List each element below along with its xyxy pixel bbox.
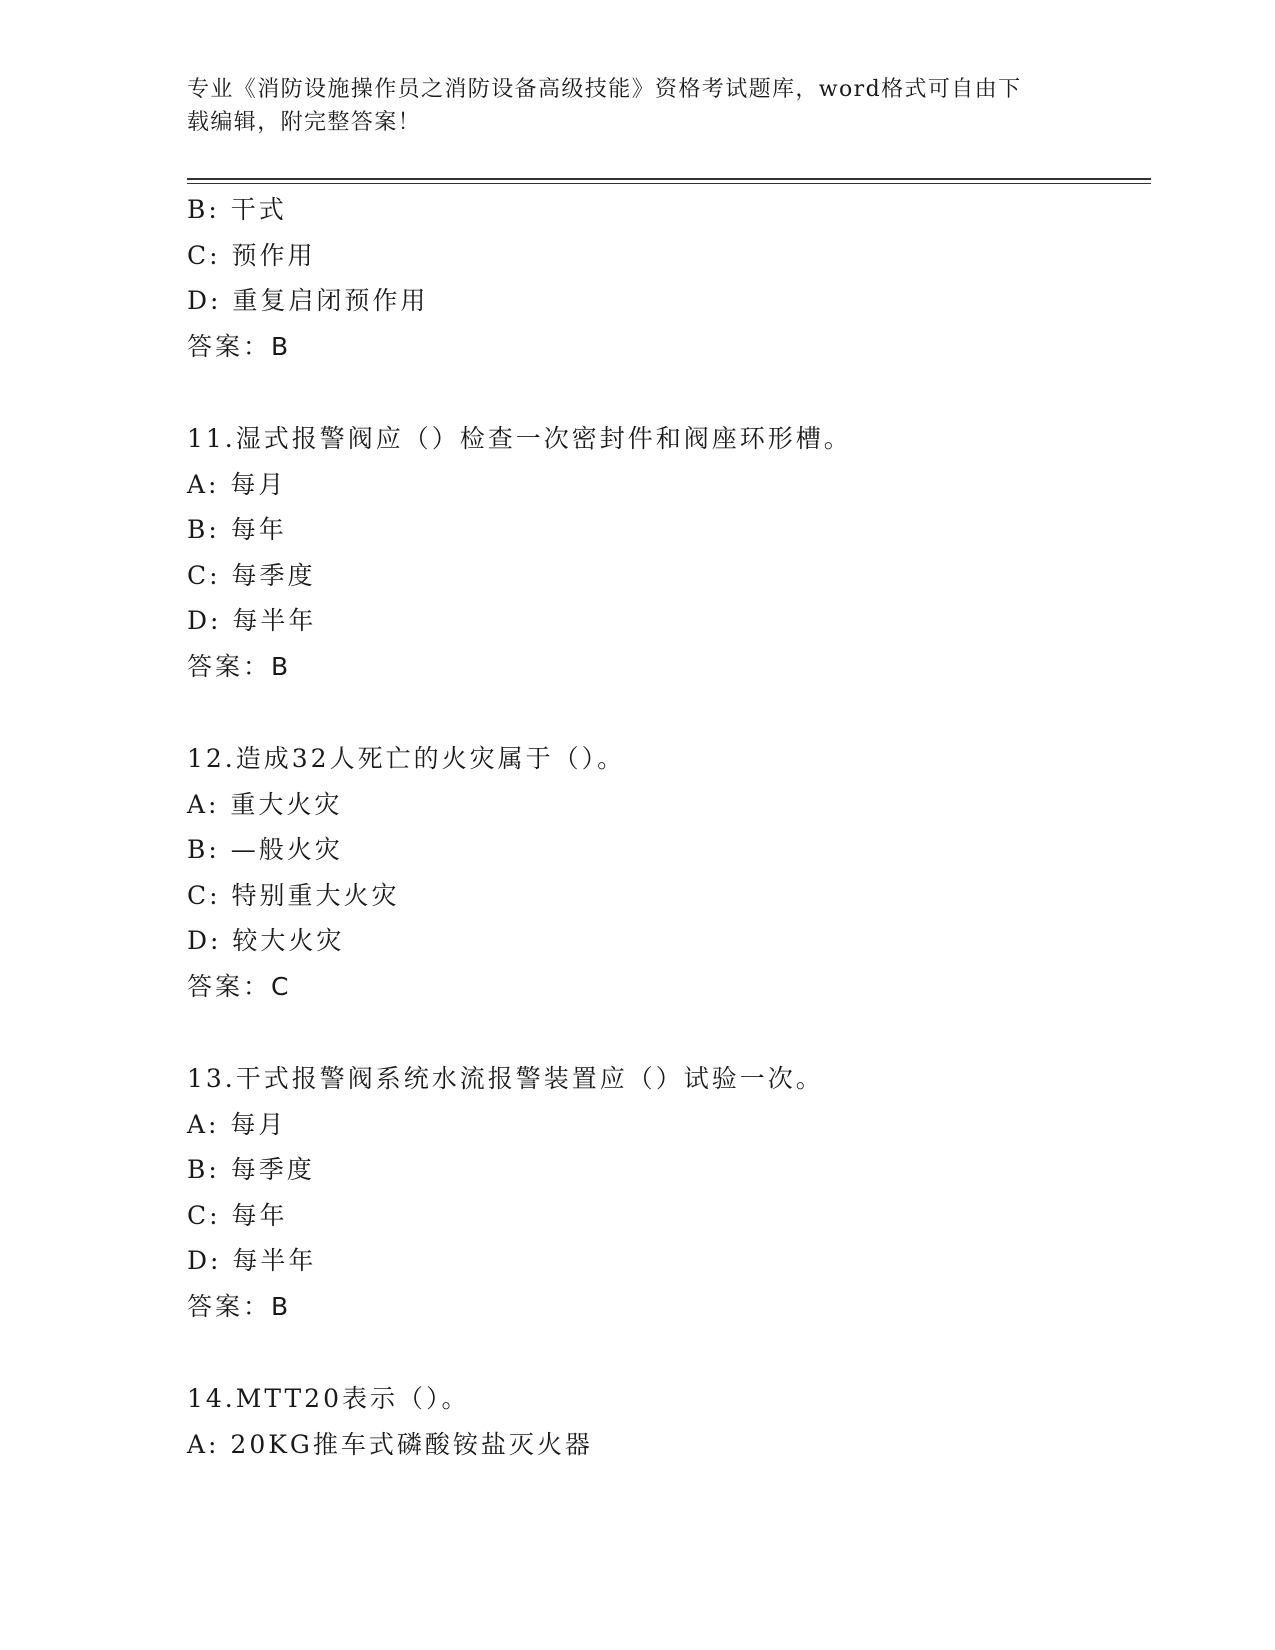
- answer-line: 答案：B: [187, 331, 292, 361]
- option-a: A: 重大火灾: [187, 789, 343, 819]
- question-11: [187, 416, 1151, 689]
- option-b: B: 每季度: [187, 1155, 315, 1184]
- option-d: D: 较大火灾: [187, 926, 345, 955]
- header-divider-thick: [187, 178, 1151, 180]
- option-a: A: 每月: [187, 1109, 287, 1139]
- question-13: [187, 1056, 1151, 1329]
- question-stem: 14.MTT20表示（）。: [187, 1384, 470, 1413]
- option-c: C: 预作用: [187, 240, 316, 270]
- answer-line: 答案：B: [187, 1291, 292, 1321]
- header-divider-thin: [187, 183, 1151, 184]
- header-line-1: 专业《消防设施操作员之消防设备高级技能》资格考试题库，word格式可自由下: [187, 77, 1022, 102]
- option-c: C: 每季度: [187, 560, 316, 590]
- option-d: D: 重复启闭预作用: [187, 286, 429, 315]
- option-a: A: 每月: [187, 469, 287, 499]
- header-line-2: 载编辑，附完整答案！: [187, 110, 422, 135]
- question-14: [187, 1376, 1151, 1467]
- option-d: D: 每半年: [187, 606, 317, 635]
- answer-line: 答案：C: [187, 971, 292, 1001]
- option-c: C: 特别重大火灾: [187, 880, 400, 910]
- option-b: B: 干式: [187, 195, 287, 224]
- option-b: B: —般火灾: [187, 835, 343, 864]
- option-b: B: 每年: [187, 515, 287, 544]
- option-d: D: 每半年: [187, 1246, 317, 1275]
- question-list: [187, 187, 1151, 1467]
- question-stem: 13.干式报警阀系统水流报警装置应（）试验一次。: [187, 1064, 824, 1093]
- question-12: [187, 736, 1151, 1009]
- question-stem: 12.造成32人死亡的火灾属于（）。: [187, 744, 626, 773]
- option-a: A: 20KG推车式磷酸铵盐灭火器: [187, 1429, 593, 1459]
- question-10-continuation: [187, 187, 1151, 369]
- option-c: C: 每年: [187, 1200, 288, 1230]
- answer-line: 答案：B: [187, 651, 292, 681]
- question-stem: 11.湿式报警阀应（）检查一次密封件和阀座环形槽。: [187, 424, 852, 453]
- document-header: [187, 73, 1087, 139]
